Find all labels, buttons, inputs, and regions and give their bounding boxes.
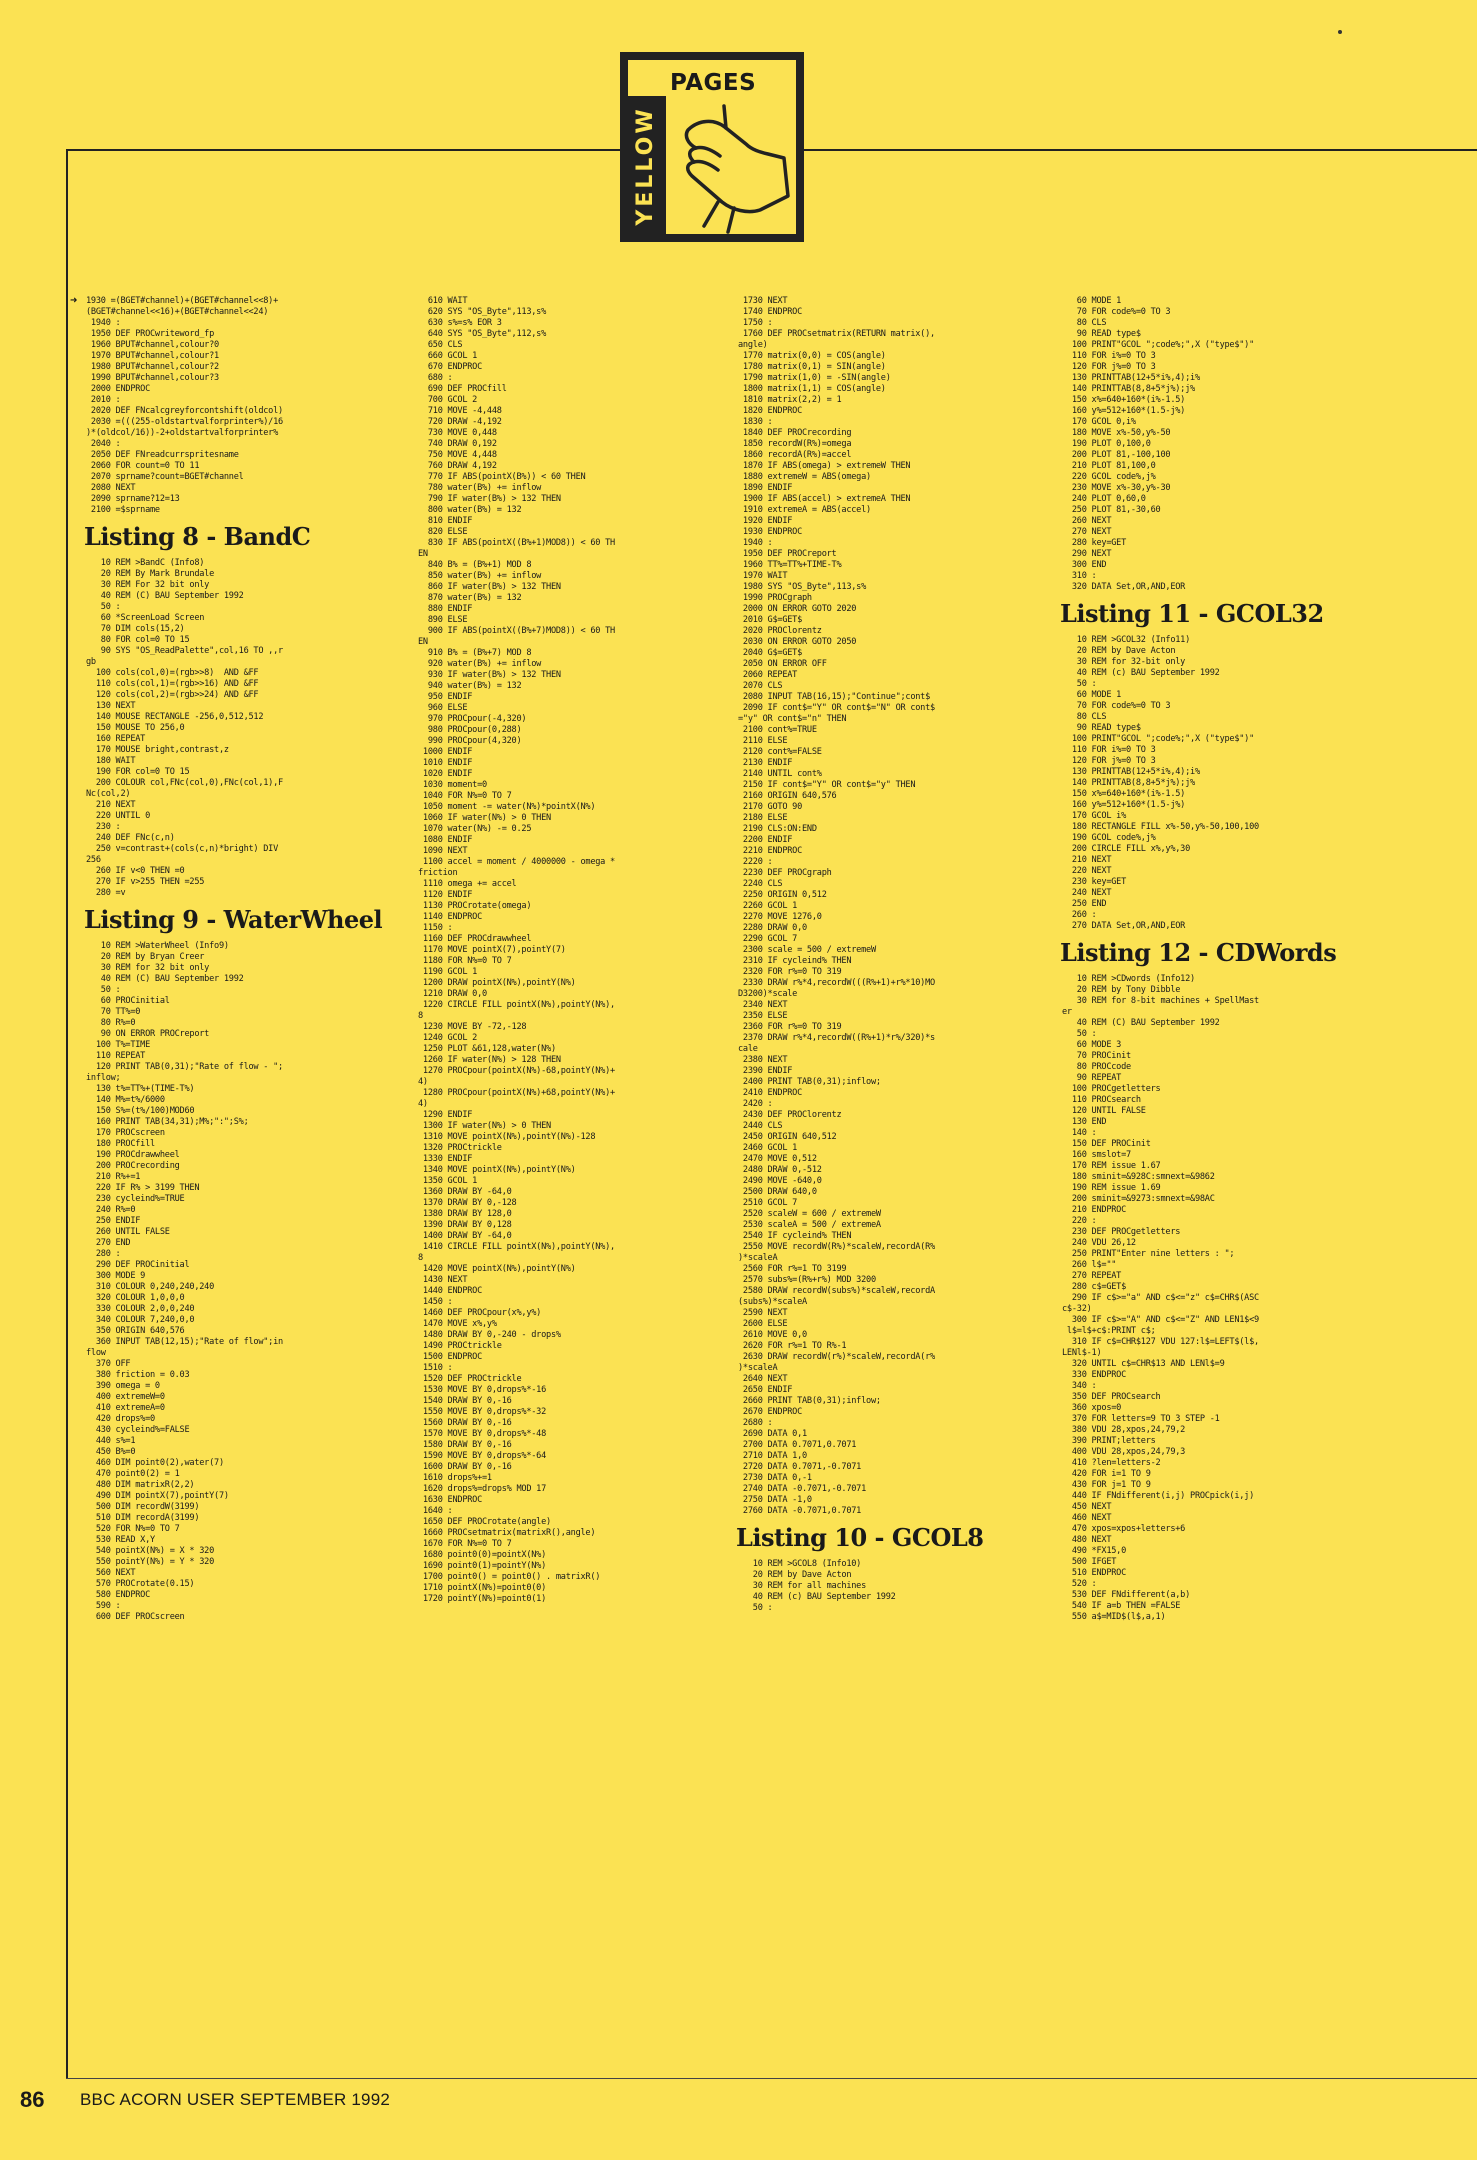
code-block: 10 REM >CDwords (Info12) 20 REM by Tony Dibble 30 REM for 8-bit machines + SpellMast er 40 REM (C) BAU September 1992 50 : 60 MODE 3 70 PROCinit 80 PROCcode 90 REPEAT 100 PROCgetletters 110 PROCsearch 120 UNTIL FALSE 130 END 140 : 150 DEF PROCinit 160 smslot=7 170 REM issue 1.67 180 sminit=&928C:smnext=&9862 190 REM issue 1.69 200 sminit=&9273:smnext=&98AC 210 ENDPROC 220 : 230 DEF PROCgetletters 240 VDU 26,12 250 PRINT"Enter nine letters : "; 260 l$="" 270 REPEAT 280 c$=GET$ 290 IF c$>="a" AND c$<="z" c$=CHR$(ASC c$-32) 300 IF c$>="A" AND c$<="Z" AND LEN1$<9 l$=l$+c$:PRINT c$; 310 IF c$=CHR$127 VDU 127:l$=LEFT$(l$, LENl$-1) 320 UNTIL c$=CHR$13 AND LENl$=9 330 ENDPROC 340 : 350 DEF PROCsearch 360 xpos=0 370 FOR letters=9 TO 3 STEP -1 380 VDU 28,xpos,24,79,2 390 PRINT;letters 400 VDU 28,xpos,24,79,3 410 ?len=letters-2 420 FOR i=1 TO 9 430 FOR j=1 TO 9 440 IF FNdifferent(i,j) PROCpick(i,j) 450 NEXT 460 NEXT 470 xpos=xpos+letters+6 480 NEXT 490 *FX15,0 500 IFGET 510 ENDPROC 520 : 530 DEF FNdifferent(a,b) 540 IF a=b THEN =FALSE 550 a$=MID$(l$,a,1) [1062, 974, 1259, 1622]
code-block: 10 REM >WaterWheel (Info9) 20 REM by Bryan Creer 30 REM for 32 bit only 40 REM (C) BAU September 1992 50 : 60 PROCinitial 70 TT%=0 80 R%=0 90 ON ERROR PROCreport 100 T%=TIME 110 REPEAT 120 PRINT TAB(0,31);"Rate of flow - "; inflow; 130 t%=TT%+(TIME-T%) 140 M%=t%/6000 150 S%=(t%/100)MOD60 160 PRINT TAB(34,31);M%;":";S%; 170 PROCscreen 180 PROCfill 190 PROCdrawwheel 200 PROCrecording 210 R%+=1 220 IF R% > 3199 THEN 230 cycleind%=TRUE 240 R%=0 250 ENDIF 260 UNTIL FALSE 270 END 280 : 290 DEF PROCinitial 300 MODE 9 310 COLOUR 0,240,240,240 320 COLOUR 1,0,0,0 330 COLOUR 2,0,0,240 340 COLOUR 7,240,0,0 350 ORIGIN 640,576 360 INPUT TAB(12,15);"Rate of flow";in flow 370 OFF 380 friction = 0.03 390 omega = 0 400 extremeW=0 410 extremeA=0 420 drops%=0 430 cycleind%=FALSE 440 s%=1 450 B%=0 460 DIM point0(2),water(7) 470 point0(2) = 1 480 DIM matrixR(2,2) 490 DIM pointX(7),pointY(7) 500 DIM recordW(3199) 510 DIM recordA(3199) 520 FOR N%=0 TO 7 530 READ X,Y 540 pointX(N%) = X * 320 550 pointY(N%) = Y * 320 560 NEXT 570 PROCrotate(0.15) 580 ENDPROC 590 : 600 DEF PROCscreen [86, 941, 283, 1622]
code-block: 10 REM >BandC (Info8) 20 REM By Mark Brundale 30 REM For 32 bit only 40 REM (C) BAU September 1992 50 : 60 *ScreenLoad Screen 70 DIM cols(15,2) 80 FOR col=0 TO 15 90 SYS "OS_ReadPalette",col,16 TO ,,r gb 100 cols(col,0)=(rgb>>8) AND &FF 110 cols(col,1)=(rgb>>16) AND &FF 120 cols(col,2)=(rgb>>24) AND &FF 130 NEXT 140 MOUSE RECTANGLE -256,0,512,512 150 MOUSE TO 256,0 160 REPEAT 170 MOUSE bright,contrast,z 180 WAIT 190 FOR col=0 TO 15 200 COLOUR col,FNc(col,0),FNc(col,1),F Nc(col,2) 210 NEXT 220 UNTIL 0 230 : 240 DEF FNc(c,n) 250 v=contrast+(cols(c,n)*bright) DIV 256 260 IF v<0 THEN =0 270 IF v>255 THEN =255 280 =v [86, 558, 283, 898]
footer-rule [66, 2078, 1477, 2079]
logo-yellow-word: YELLOW [626, 96, 666, 236]
code-block: 10 REM >GCOL32 (Info11) 20 REM by Dave Acton 30 REM for 32-bit only 40 REM (c) BAU September 1992 50 : 60 MODE 1 70 FOR code%=0 TO 3 80 CLS 90 READ type$ 100 PRINT"GCOL ";code%;",X ("type$")" 110 FOR i%=0 TO 3 120 FOR j%=0 TO 3 130 PRINTTAB(12+5*i%,4);i% 140 PRINTTAB(8,8+5*j%);j% 150 x%=640+160*(i%-1.5) 160 y%=512+160*(1.5-j%) 170 GCOL i% 180 RECTANGLE FILL x%-50,y%-50,100,100 190 GCOL code%,j% 200 CIRCLE FILL x%,y%,30 210 NEXT 220 NEXT 230 key=GET 240 NEXT 250 END 260 : 270 DATA Set,OR,AND,EOR [1071, 635, 1259, 931]
code-block: 610 WAIT 620 SYS "OS_Byte",113,s% 630 s%=s% EOR 3 640 SYS "OS_Byte",112,s% 650 CLS 660 GCOL 1 670 ENDPROC 680 : 690 DEF PROCfill 700 GCOL 2 710 MOVE -4,448 720 DRAW -4,192 730 MOVE 0,448 740 DRAW 0,192 750 MOVE 4,448 760 DRAW 4,192 770 IF ABS(pointX(B%)) < 60 THEN 780 water(B%) += inflow 790 IF water(B%) > 132 THEN 800 water(B%) = 132 810 ENDIF 820 ELSE 830 IF ABS(pointX((B%+1)MOD8)) < 60 TH EN 840 B% = (B%+1) MOD 8 850 water(B%) += inflow 860 IF water(B%) > 132 THEN 870 water(B%) = 132 880 ENDIF 890 ELSE 900 IF ABS(pointX((B%+7)MOD8)) < 60 TH EN 910 B% = (B%+7) MOD 8 920 water(B%) += inflow 930 IF water(B%) > 132 THEN 940 water(B%) = 132 950 ENDIF 960 ELSE 970 PROCpour(-4,320) 980 PROCpour(0,288) 990 PROCpour(4,320) 1000 ENDIF 1010 ENDIF 1020 ENDIF 1030 moment=0 1040 FOR N%=0 TO 7 1050 moment -= water(N%)*pointX(N%) 1060 IF water(N%) > 0 THEN 1070 water(N%) -= 0.25 1080 ENDIF 1090 NEXT 1100 accel = moment / 4000000 - omega * friction 1110 omega += accel 1120 ENDIF 1130 PROCrotate(omega) 1140 ENDPROC 1150 : 1160 DEF PROCdrawwheel 1170 MOVE pointX(7),pointY(7) 1180 FOR N%=0 TO 7 1190 GCOL 1 1200 DRAW pointX(N%),pointY(N%) 1210 DRAW 0,0 1220 CIRCLE FILL pointX(N%),pointY(N%), 8 1230 MOVE BY -72,-128 1240 GCOL 2 1250 PLOT &61,128,water(N%) 1260 IF water(N%) > 128 THEN 1270 PROCpour(pointX(N%)-68,pointY(N%)+ 4) 1280 PROCpour(pointX(N%)+68,pointY(N%)+ 4) 1290 ENDIF 1300 IF water(N%) > 0 THEN 1310 MOVE pointX(N%),pointY(N%)-128 1320 PROCtrickle 1330 ENDIF 1340 MOVE pointX(N%),pointY(N%) 1350 GCOL 1 1360 DRAW BY -64,0 1370 DRAW BY 0,-128 1380 DRAW BY 128,0 1390 DRAW BY 0,128 1400 DRAW BY -64,0 1410 CIRCLE FILL pointX(N%),pointY(N%), 8 1420 MOVE pointX(N%),pointY(N%) 1430 NEXT 1440 ENDPROC 1450 : 1460 DEF PROCpour(x%,y%) 1470 MOVE x%,y% 1480 DRAW BY 0,-240 - drops% 1490 PROCtrickle 1500 ENDPROC 1510 : 1520 DEF PROCtrickle 1530 MOVE BY 0,drops%*-16 1540 DRAW BY 0,-16 1550 MOVE BY 0,drops%*-32 1560 DRAW BY 0,-16 1570 MOVE BY 0,drops%*-48 1580 DRAW BY 0,-16 1590 MOVE BY 0,drops%*-64 1600 DRAW BY 0,-16 1610 drops%+=1 1620 drops%=drops% MOD 17 1630 ENDPROC 1640 : 1650 DEF PROCrotate(angle) 1660 PROCsetmatrix(matrixR(),angle) 1670 FOR N%=0 TO 7 1680 point0(0)=pointX(N%) 1690 point0(1)=pointY(N%) 1700 point0() = point0() . matrixR() 1710 pointX(N%)=point0(0) 1720 pointY(N%)=point0(1) [418, 296, 615, 1604]
yellow-pages-logo [620, 52, 804, 242]
listing-column-4 [1056, 296, 1386, 2066]
frame-left-rule [66, 149, 68, 2079]
code-block: 1930 =(BGET#channel)+(BGET#channel<<8)+ (BGET#channel<<16)+(BGET#channel<<24) 1940 : 1950 DEF PROCwriteword_fp 1960 BPUT#channel,colour?0 1970 BPUT#channel,colour?1 1980 BPUT#channel,colour?2 1990 BPUT#channel,colour?3 2000 ENDPROC 2010 : 2020 DEF FNcalcgreyforcontshift(oldcol) 2030 =(((255-oldstartvalforprinter%)/16 )*(oldcol/16))-2+oldstartvalforprinter% 2040 : 2050 DEF FNreadcurrspritesname 2060 FOR count=0 TO 11 2070 sprname?count=BGET#channel 2080 NEXT 2090 sprname?12=13 2100 =$sprname [86, 296, 283, 515]
continued-arrow-icon: ➜ [70, 293, 78, 307]
code-block: 1730 NEXT 1740 ENDPROC 1750 : 1760 DEF PROCsetmatrix(RETURN matrix(), angle) 1770 matrix(0,0) = COS(angle) 1780 matrix(0,1) = SIN(angle) 1790 matrix(1,0) = -SIN(angle) 1800 matrix(1,1) = COS(angle) 1810 matrix(2,2) = 1 1820 ENDPROC 1830 : 1840 DEF PROCrecording 1850 recordW(R%)=omega 1860 recordA(R%)=accel 1870 IF ABS(omega) > extremeW THEN 1880 extremeW = ABS(omega) 1890 ENDIF 1900 IF ABS(accel) > extremeA THEN 1910 extremeA = ABS(accel) 1920 ENDIF 1930 ENDPROC 1940 : 1950 DEF PROCreport 1960 TT%=TT%+TIME-T% 1970 WAIT 1980 SYS "OS_Byte",113,s% 1990 PROCgraph 2000 ON ERROR GOTO 2020 2010 G$=GET$ 2020 PROClorentz 2030 ON ERROR GOTO 2050 2040 G$=GET$ 2050 ON ERROR OFF 2060 REPEAT 2070 CLS 2080 INPUT TAB(16,15);"Continue";cont$ 2090 IF cont$="Y" OR cont$="N" OR cont$ ="y" OR cont$="n" THEN 2100 cont%=TRUE 2110 ELSE 2120 cont%=FALSE 2130 ENDIF 2140 UNTIL cont% 2150 IF cont$="Y" OR cont$="y" THEN 2160 ORIGIN 640,576 2170 GOTO 90 2180 ELSE 2190 CLS:ON:END 2200 ENDIF 2210 ENDPROC 2220 : 2230 DEF PROCgraph 2240 CLS 2250 ORIGIN 0,512 2260 GCOL 1 2270 MOVE 1276,0 2280 DRAW 0,0 2290 GCOL 7 2300 scale = 500 / extremeW 2310 IF cycleind% THEN 2320 FOR r%=0 TO 319 2330 DRAW r%*4,recordW(((R%+1)+r%*10)MO D3200)*scale 2340 NEXT 2350 ELSE 2360 FOR r%=0 TO 319 2370 DRAW r%*4,recordW((R%+1)*r%/320)*s cale 2380 NEXT 2390 ENDIF 2400 PRINT TAB(0,31);inflow; 2410 ENDPROC 2420 : 2430 DEF PROClorentz 2440 CLS 2450 ORIGIN 640,512 2460 GCOL 1 2470 MOVE 0,512 2480 DRAW 0,-512 2490 MOVE -640,0 2500 DRAW 640,0 2510 GCOL 7 2520 scaleW = 600 / extremeW 2530 scaleA = 500 / extremeA 2540 IF cycleind% THEN 2550 MOVE recordW(R%)*scaleW,recordA(R% )*scaleA 2560 FOR r%=1 TO 3199 2570 subs%=(R%+r%) MOD 3200 2580 DRAW recordW(subs%)*scaleW,recordA (subs%)*scaleA 2590 NEXT 2600 ELSE 2610 MOVE 0,0 2620 FOR r%=1 TO R%-1 2630 DRAW recordW(r%)*scaleW,recordA(r% )*scaleA 2640 NEXT 2650 ENDIF 2660 PRINT TAB(0,31);inflow; 2670 ENDPROC 2680 : 2690 DATA 0,1 2700 DATA 0.7071,0.7071 2710 DATA 1,0 2720 DATA 0.7071,-0.7071 2730 DATA 0,-1 2740 DATA -0.7071,-0.7071 2750 DATA -1,0 2760 DATA -0.7071,0.7071 [738, 296, 935, 1516]
listing-column-1 [70, 293, 410, 2066]
listing-12-heading: Listing 12 - CDWords [1060, 938, 1337, 967]
publication-footer: BBC ACORN USER SEPTEMBER 1992 [80, 2090, 391, 2109]
logo-pages-word: PAGES [670, 70, 757, 96]
code-block: 60 MODE 1 70 FOR code%=0 TO 3 80 CLS 90 READ type$ 100 PRINT"GCOL ";code%;",X ("type$")" 110 FOR i%=0 TO 3 120 FOR j%=0 TO 3 130 PRINTTAB(12+5*i%,4);i% 140 PRINTTAB(8,8+5*j%);j% 150 x%=640+160*(i%-1.5) 160 y%=512+160*(1.5-j%) 170 GCOL 0,i% 180 MOVE x%-50,y%-50 190 PLOT 0,100,0 200 PLOT 81,-100,100 210 PLOT 81,100,0 220 GCOL code%,j% 230 MOVE x%-30,y%-30 240 PLOT 0,60,0 250 PLOT 81,-30,60 260 NEXT 270 NEXT 280 key=GET 290 NEXT 300 END 310 : 320 DATA Set,OR,AND,EOR [1071, 296, 1255, 592]
listing-11-heading: Listing 11 - GCOL32 [1060, 599, 1324, 628]
code-block: 10 REM >GCOL8 (Info10) 20 REM by Dave Acton 30 REM for all machines 40 REM (c) BAU September 1992 50 : [752, 1559, 896, 1613]
listing-column-2 [412, 296, 742, 2066]
listing-9-heading: Listing 9 - WaterWheel [84, 905, 383, 934]
listing-10-heading: Listing 10 - GCOL8 [736, 1523, 984, 1552]
logo-panel [628, 60, 796, 234]
listing-column-3 [732, 296, 1062, 2066]
walking-fingers-icon [668, 98, 796, 234]
print-speck [1338, 30, 1342, 34]
listing-8-heading: Listing 8 - BandC [84, 522, 311, 551]
page-number: 86 [20, 2087, 45, 2112]
